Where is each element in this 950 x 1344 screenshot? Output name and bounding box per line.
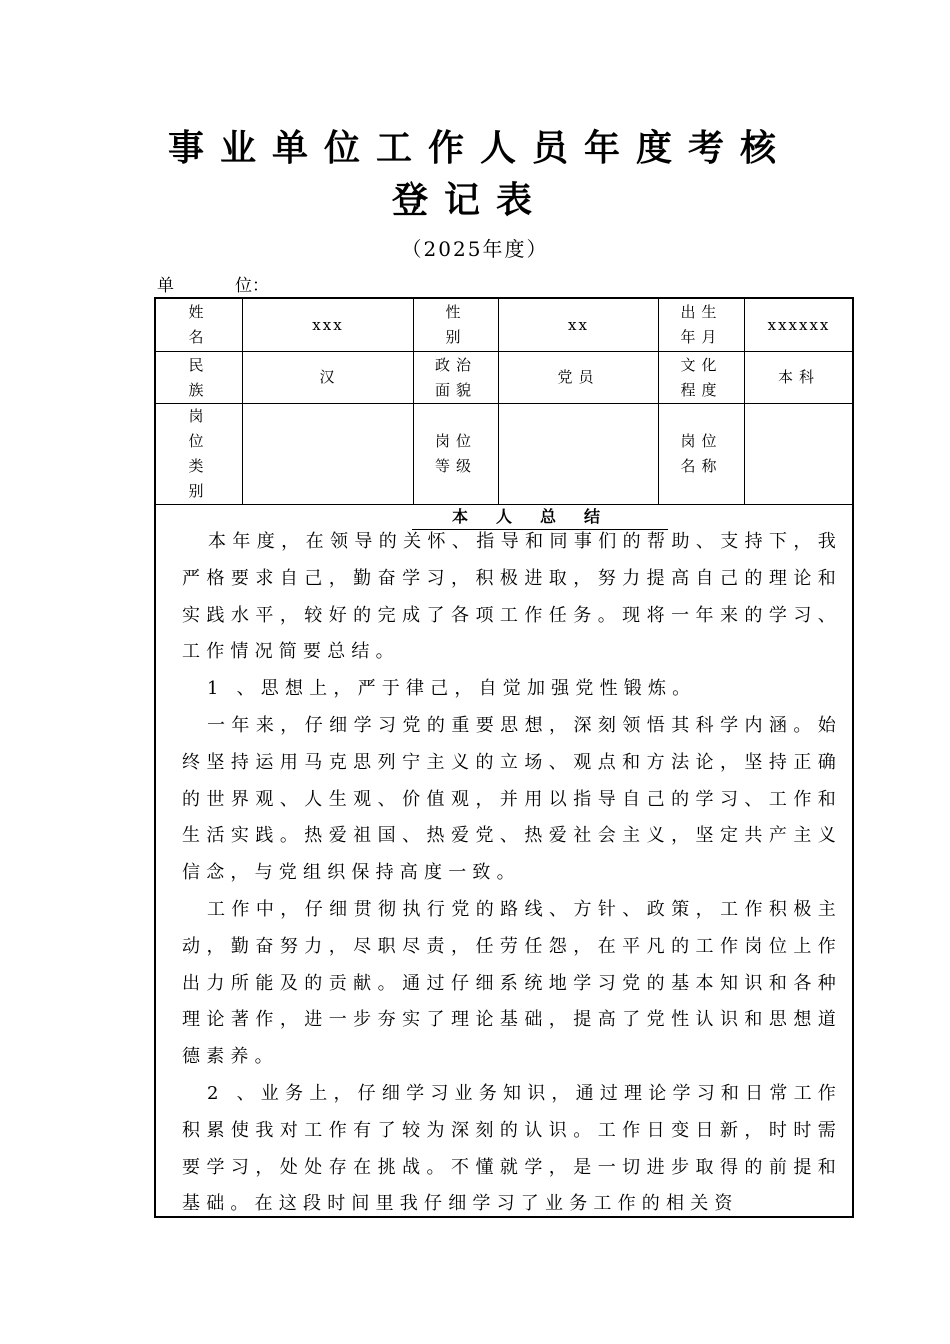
birth-date-label: 出生 年月 — [680, 303, 723, 346]
gender-value[interactable]: xx — [568, 315, 589, 334]
summary-paragraph: 1 、思想上，严于律己，自觉加强党性锻炼。 — [207, 678, 697, 700]
gender-label: 性 别 — [445, 303, 467, 346]
document-title: 事业单位工作人员年度考核 — [167, 127, 792, 169]
row-divider — [156, 504, 852, 505]
post-name-label: 岗位 名称 — [680, 432, 723, 475]
summary-paragraph: 2 、业务上，仔细学习业务知识，通过理论学习和日常工作积累使我对工作有了较为深刻的认识。工作日变日新，时时需要学习，处处存在挑战。不懂就学，是一切进步取得的前提和基础。在这段时间里我仔细学习了业务工作的相关资 — [182, 1082, 842, 1215]
post-type-label: 岗 位 类 别 — [188, 407, 210, 500]
political-status-value[interactable]: 党员 — [557, 368, 600, 386]
political-status-label: 政治 面貌 — [434, 355, 477, 399]
unit-field — [157, 274, 269, 298]
post-grade-label: 岗位 等级 — [434, 432, 477, 475]
education-label: 文化 程度 — [680, 355, 723, 399]
summary-paragraph: 工作中，仔细贯彻执行党的路线、方针、政策，工作积极主动，勤奋努力，尽职尽责，任劳任怨，在平凡的工作岗位上作出力所能及的贡献。通过仔细系统地学习党的基本知识和各种理论著作，进一步夯实了理论基础，提高了党性认识和思想道德素养。 — [182, 898, 842, 1068]
unit-label-part2: 位： — [235, 276, 269, 296]
post-grade-value[interactable] — [499, 404, 658, 504]
education-value[interactable]: 本科 — [777, 368, 820, 386]
post-type-value[interactable] — [243, 404, 413, 504]
document-title-line2: 登记表 — [391, 179, 548, 221]
registration-form — [154, 297, 854, 1218]
name-label: 姓 名 — [188, 303, 210, 346]
summary-paragraph: 本年度，在领导的关怀、指导和同事们的帮助、支持下，我严格要求自己，勤奋学习，积极进取，努力提高自己的理论和实践水平，较好的完成了各项工作任务。现将一年来的学习、工作情况简要总结。 — [182, 531, 842, 663]
ethnicity-label: 民 族 — [188, 355, 210, 399]
name-value[interactable]: xxx — [312, 315, 344, 334]
summary-heading: 本人总结 — [412, 507, 668, 530]
summary-paragraph: 一年来，仔细学习党的重要思想，深刻领悟其科学内涵。始终坚持运用马克思列宁主义的立场、观点和方法论，坚持正确的世界观、人生观、价值观，并用以指导自己的学习、工作和生活实践。热爱祖国、热爱党、热爱社会主义，坚定共产主义信念，与党组织保持高度一致。 — [182, 714, 842, 884]
post-name-value[interactable] — [745, 404, 853, 504]
year-label: （2025年度） — [401, 237, 549, 261]
unit-label-part1: 单 — [157, 276, 174, 296]
ethnicity-value[interactable]: 汉 — [319, 368, 337, 386]
birth-date-value[interactable]: xxxxxx — [767, 315, 831, 334]
summary-text[interactable] — [182, 524, 842, 1223]
